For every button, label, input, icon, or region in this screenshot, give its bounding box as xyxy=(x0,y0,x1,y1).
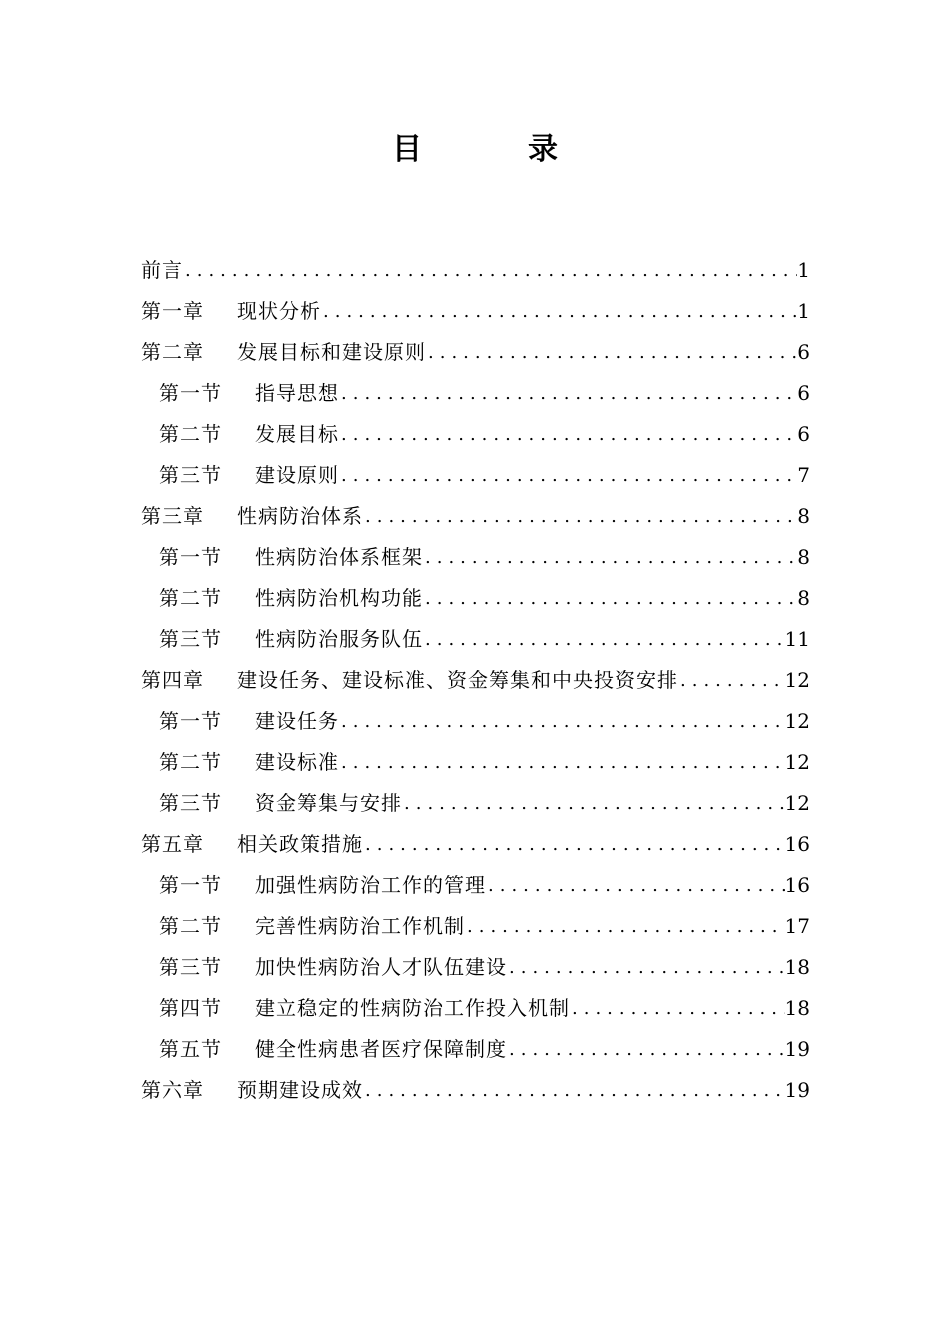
toc-section-entry[interactable] xyxy=(141,455,810,496)
toc-page-number: 16 xyxy=(784,873,810,897)
toc-leader-dots xyxy=(339,455,797,496)
toc-entry-number: 第三节 xyxy=(159,463,222,487)
toc-entry-label xyxy=(159,578,423,619)
toc-page-number: 6 xyxy=(797,422,810,446)
page-title: 目 录 xyxy=(392,132,596,167)
toc-entry-label xyxy=(141,332,426,373)
toc-entry-title: 资金筹集与安排 xyxy=(255,791,402,815)
toc-leader-dots xyxy=(678,660,785,701)
toc-entry-title: 发展目标 xyxy=(255,422,339,446)
toc-entry-title: 建立稳定的性病防治工作投入机制 xyxy=(255,996,570,1020)
toc-entry-label xyxy=(159,537,423,578)
toc-entry-number: 第二节 xyxy=(159,422,222,446)
toc-entry-label xyxy=(159,619,423,660)
toc-page-number: 16 xyxy=(784,832,810,856)
toc-leader-dots xyxy=(426,332,797,373)
toc-entry-title: 建设原则 xyxy=(255,463,339,487)
toc-leader-dots xyxy=(423,619,785,660)
toc-entry-number: 第一章 xyxy=(141,299,204,323)
toc-entry-title: 完善性病防治工作机制 xyxy=(255,914,465,938)
toc-entry-title: 性病防治服务队伍 xyxy=(255,627,423,651)
toc-page-number: 7 xyxy=(797,463,810,487)
toc-entry-label xyxy=(159,906,465,947)
toc-entry-number: 第四章 xyxy=(141,668,204,692)
toc-entry-number: 第一节 xyxy=(159,709,222,733)
toc-leader-dots xyxy=(486,865,785,906)
toc-entry-title: 性病防治体系 xyxy=(237,504,363,528)
toc-section-entry[interactable] xyxy=(141,578,810,619)
toc-section-entry[interactable] xyxy=(141,619,810,660)
toc-section-entry[interactable] xyxy=(141,988,810,1029)
toc-entry-label xyxy=(159,865,486,906)
toc-entry-title: 性病防治机构功能 xyxy=(255,586,423,610)
toc-page-number: 8 xyxy=(797,545,810,569)
toc-section-entry[interactable] xyxy=(141,783,810,824)
toc-section-entry[interactable] xyxy=(141,373,810,414)
toc-entry-number: 第四节 xyxy=(159,996,222,1020)
toc-entry-number: 第二章 xyxy=(141,340,204,364)
toc-entry-title: 预期建设成效 xyxy=(237,1078,363,1102)
toc-entry-title: 加快性病防治人才队伍建设 xyxy=(255,955,507,979)
toc-leader-dots xyxy=(507,947,785,988)
toc-page-number: 11 xyxy=(784,627,810,651)
toc-leader-dots xyxy=(183,250,797,291)
toc-leader-dots xyxy=(321,291,797,332)
toc-page-number: 17 xyxy=(784,914,810,938)
toc-entry-number: 第一节 xyxy=(159,381,222,405)
toc-section-entry[interactable] xyxy=(141,537,810,578)
toc-section-entry[interactable] xyxy=(141,947,810,988)
toc-leader-dots xyxy=(363,1070,785,1111)
toc-entry-label xyxy=(141,496,363,537)
toc-entry-number: 第一节 xyxy=(159,873,222,897)
toc-entry-title: 发展目标和建设原则 xyxy=(237,340,426,364)
toc-leader-dots xyxy=(402,783,785,824)
toc-leader-dots xyxy=(363,824,785,865)
toc-entry-label xyxy=(141,291,321,332)
toc-chapter-entry[interactable] xyxy=(141,660,810,701)
toc-entry-number: 第三节 xyxy=(159,627,222,651)
toc-section-entry[interactable] xyxy=(141,742,810,783)
toc-entry-title: 性病防治体系框架 xyxy=(255,545,423,569)
toc-page-number: 8 xyxy=(797,586,810,610)
toc-entry-title: 现状分析 xyxy=(237,299,321,323)
toc-entry-label xyxy=(159,373,339,414)
toc-entry-number: 第一节 xyxy=(159,545,222,569)
toc-entry-number: 第三章 xyxy=(141,504,204,528)
toc-page-number: 12 xyxy=(784,750,810,774)
toc-chapter-entry[interactable] xyxy=(141,332,810,373)
toc-entry-number: 第六章 xyxy=(141,1078,204,1102)
toc-leader-dots xyxy=(339,414,797,455)
toc-entry-label xyxy=(141,1070,363,1111)
toc-page-number: 8 xyxy=(797,504,810,528)
toc-chapter-entry[interactable] xyxy=(141,496,810,537)
toc-page-number: 1 xyxy=(797,258,810,282)
toc-entry-title: 健全性病患者医疗保障制度 xyxy=(255,1037,507,1061)
toc-entry-label xyxy=(159,742,339,783)
toc-leader-dots xyxy=(339,742,785,783)
toc-entry-label xyxy=(159,414,339,455)
toc-page-number: 18 xyxy=(784,996,810,1020)
toc-entry-number: 第二节 xyxy=(159,914,222,938)
toc-entry-number: 第五章 xyxy=(141,832,204,856)
toc-entry-label xyxy=(159,988,570,1029)
toc-leader-dots xyxy=(465,906,785,947)
toc-section-entry[interactable] xyxy=(141,906,810,947)
toc-entry-label xyxy=(159,455,339,496)
toc-leader-dots xyxy=(423,578,797,619)
toc-leader-dots xyxy=(339,373,797,414)
toc-section-entry[interactable] xyxy=(141,701,810,742)
toc-page-number: 1 xyxy=(797,299,810,323)
toc-page-number: 6 xyxy=(797,340,810,364)
toc-entry-title: 建设任务 xyxy=(255,709,339,733)
toc-page-number: 19 xyxy=(784,1037,810,1061)
toc-entry-label xyxy=(141,824,363,865)
toc-entry-number: 第二节 xyxy=(159,586,222,610)
toc-page-number: 6 xyxy=(797,381,810,405)
toc-chapter-entry[interactable] xyxy=(141,824,810,865)
toc-entry-number: 前言 xyxy=(141,258,183,282)
toc-entry-label xyxy=(159,783,402,824)
toc-entry-title: 指导思想 xyxy=(255,381,339,405)
toc-leader-dots xyxy=(363,496,797,537)
toc-leader-dots xyxy=(507,1029,785,1070)
toc-entry-number: 第三节 xyxy=(159,955,222,979)
toc-page-number: 12 xyxy=(784,668,810,692)
toc-entry-label xyxy=(159,1029,507,1070)
toc-chapter-entry[interactable] xyxy=(141,1070,810,1111)
toc-entry-title: 加强性病防治工作的管理 xyxy=(255,873,486,897)
toc-chapter-entry[interactable] xyxy=(141,291,810,332)
toc-entry-label xyxy=(159,701,339,742)
toc-leader-dots xyxy=(339,701,785,742)
toc-leader-dots xyxy=(570,988,785,1029)
toc-page-number: 12 xyxy=(784,709,810,733)
toc-page-number: 12 xyxy=(784,791,810,815)
toc-entry-number: 第五节 xyxy=(159,1037,222,1061)
toc-entry-number: 第二节 xyxy=(159,750,222,774)
toc-section-entry[interactable] xyxy=(141,865,810,906)
toc-entry-title: 建设任务、建设标准、资金筹集和中央投资安排 xyxy=(237,668,678,692)
toc-entry-label xyxy=(141,250,183,291)
toc-page-number: 19 xyxy=(784,1078,810,1102)
toc-page-number: 18 xyxy=(784,955,810,979)
toc-preface-entry[interactable] xyxy=(141,250,810,291)
toc-entry-label xyxy=(159,947,507,988)
toc-section-entry[interactable] xyxy=(141,1029,810,1070)
toc-entry-number: 第三节 xyxy=(159,791,222,815)
toc-section-entry[interactable] xyxy=(141,414,810,455)
toc-entry-title: 相关政策措施 xyxy=(237,832,363,856)
toc-entry-label xyxy=(141,660,678,701)
toc-entry-title: 建设标准 xyxy=(255,750,339,774)
toc-leader-dots xyxy=(423,537,797,578)
table-of-contents xyxy=(141,250,810,1111)
